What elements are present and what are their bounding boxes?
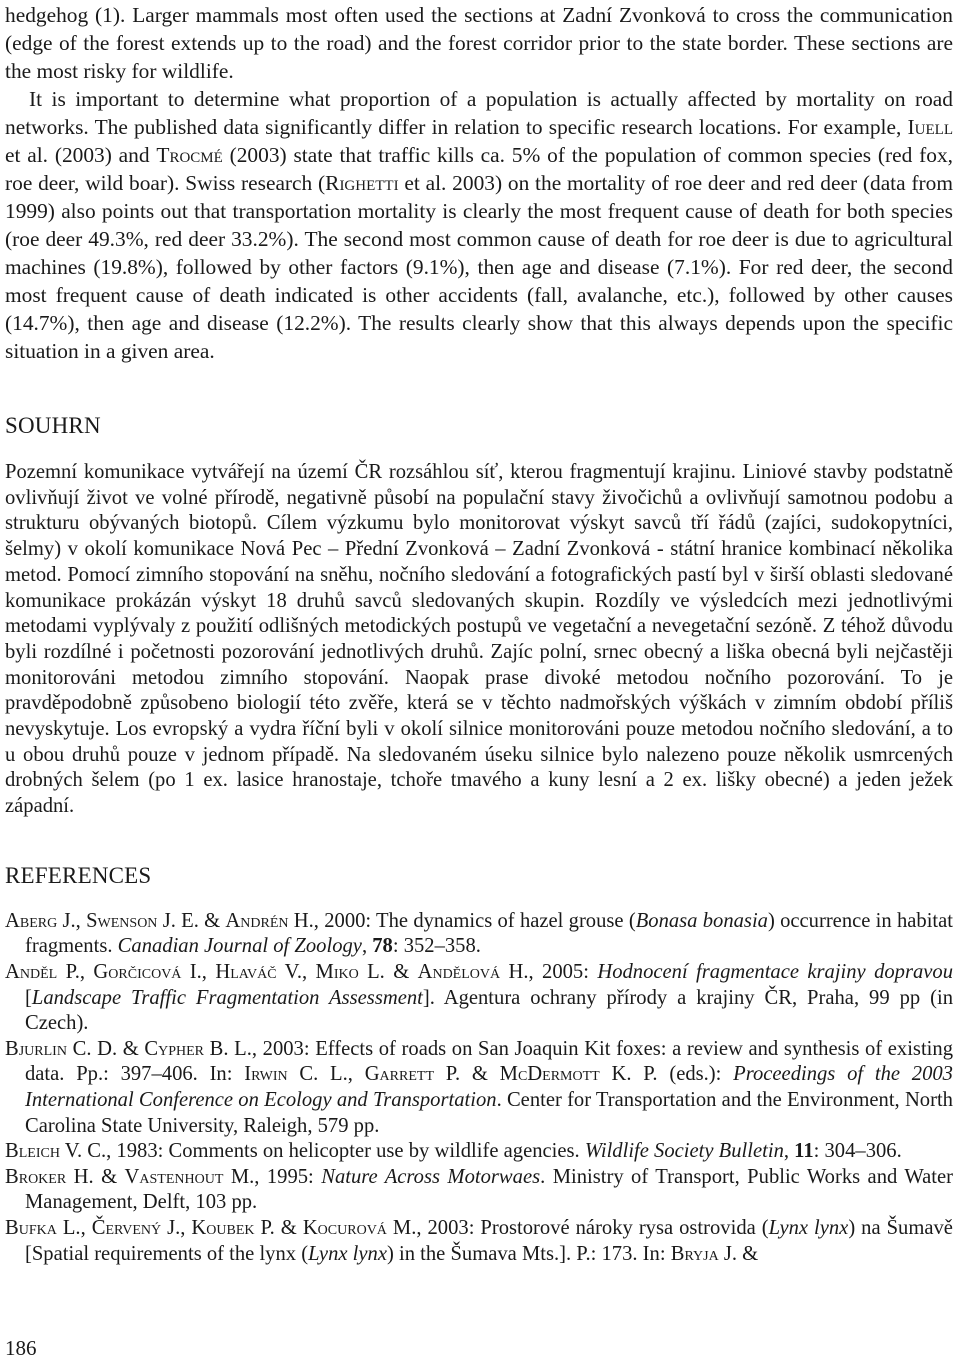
references-list — [5, 909, 953, 1267]
references-heading: REFERENCES — [5, 862, 152, 888]
reference-entry: Bufka L., Červený J., Koubek P. & Kocurová M., 2003: Prostorové nároky rysa ostrovida (Lynx lynx) na Šumavě [Spatial requirements of the lynx (Lynx lynx) in the Šumava Mts.]. P.: 173. In: Bryja J. & — [5, 1216, 953, 1265]
souhrn-heading: SOUHRN — [5, 413, 101, 438]
reference-entry: Broker H. & Vastenhout M., 1995: Nature Across Motorwaes. Ministry of Transport, Public Works and Water Management, Delft, 103 pp. — [5, 1165, 953, 1214]
page-content — [5, 0, 953, 1267]
reference-entry: Aberg J., Swenson J. E. & Andrén H., 2000: The dynamics of hazel grouse (Bonasa bonasia) occurrence in habitat fragments. Canadian Journal of Zoology, 78: 352–358. — [5, 909, 954, 958]
reference-entry: Bjurlin C. D. & Cypher B. L., 2003: Effects of roads on San Joaquin Kit foxes: a review and synthesis of existing data. Pp.: 397–406. In: Irwin C. L., Garrett P. & McDermott K. P. (eds.): Proceedings of the 2003 International Conference on Ecology and Transportation. Center for Transportation and the Environment, North Carolina State University, Raleigh, 579 pp. — [5, 1037, 953, 1137]
body-paragraph-2: It is important to determine what proportion of a population is actually affected by mortality on road networks. The published data significantly differ in relation to specific research locations. For example, Iuell et al. (2003) and Trocmé (2003) state that traffic kills ca. 5% of the population of common species (red fox, roe deer, wild boar). Swiss research (Righetti et al. 2003) on the mortality of roe deer and red deer (data from 1999) also points out that transportation mortality is clearly the most frequent cause of death for both species (roe deer 49.3%, red deer 33.2%). The second most common cause of death for roe deer is due to agricultural machines (19.8%), followed by other factors (9.1%), then age and disease (7.1%). For red deer, the second most frequent cause of death indicated is other accidents (fall, avalanche, etc.), followed by other causes (14.7%), then age and disease (12.2%). The results clearly show that this always depends upon the specific situation in a given area. — [5, 87, 953, 363]
body-paragraph-1: hedgehog (1). Larger mammals most often used the sections at Zadní Zvonková to cross the communication (edge of the forest extends up to the road) and the forest corridor prior to the state border. These sections are the most risky for wildlife. — [5, 3, 953, 83]
author-name: Trocmé — [156, 143, 223, 167]
author-name: Iuell — [907, 115, 953, 139]
page-number: 186 — [5, 1336, 37, 1360]
souhrn-paragraph: Pozemní komunikace vytvářejí na území ČR rozsáhlou síť, kterou fragmentují krajinu. Liniové stavby podstatně ovlivňují život ve volné přírodě, negativně působí na populační stavy živočichů a ovlivňují samotnou podobu a strukturu obývaných biotopů. Cílem výzkumu bylo monitorovat výskyt savců tří řádů (zajíci, sudokopytníci, šelmy) v okolí komunikace Nová Pec – Přední Zvonková – Zadní Zvonková - státní hranice kombinací několika metod. Pomocí zimního stopování na sněhu, nočního sledování a fotografických pastí byl v širší oblasti sledované komunikace prokázán výskyt 18 druhů savců sledovaných skupin. Rozdíly ve výsledcích mezi jednotlivými metodami vyplývaly z použití odlišných metodických postupů ve vegetační a nevegetační sezóně. Z téhož důvodu byli rozdílné i početnosti pozorování jednotlivých druhů. Zajíc polní, srnec obecný a liška obecná byli nejčastěji monitorováni metodou zimního stopování. Naopak prase divoké metodou nočního pozorování. To je pravděpodobně způsobeno biologií této zvěře, která se v těchto nadmořských výškách v zimním období příliš nevyskytuje. Los evropský a vydra říční byli v okolí silnice monitorováni pouze metodou nočního sledování, a to u obou druhů pouze v jednom případě. Na sledovaném úseku silnice bylo nalezeno pouze několik usmrcených drobných šelem (po 1 ex. lasice hranostaje, tchoře tmavého a kuny lesní a 2 ex. lišky obecné) a jeden ježek západní. — [5, 461, 953, 818]
reference-entry: Bleich V. C., 1983: Comments on helicopter use by wildlife agencies. Wildlife Society Bulletin, 11: 304–306. — [5, 1140, 902, 1163]
reference-entry: Anděl P., Gorčicová I., Hlaváč V., Miko L. & Andělová H., 2005: Hodnocení fragmentace krajiny dopravou [Landscape Traffic Fragmentation Assessment]. Agentura ochrany přírody a krajiny ČR, Praha, 99 pp (in Czech). — [5, 961, 954, 1035]
author-name: Righetti — [325, 171, 399, 195]
